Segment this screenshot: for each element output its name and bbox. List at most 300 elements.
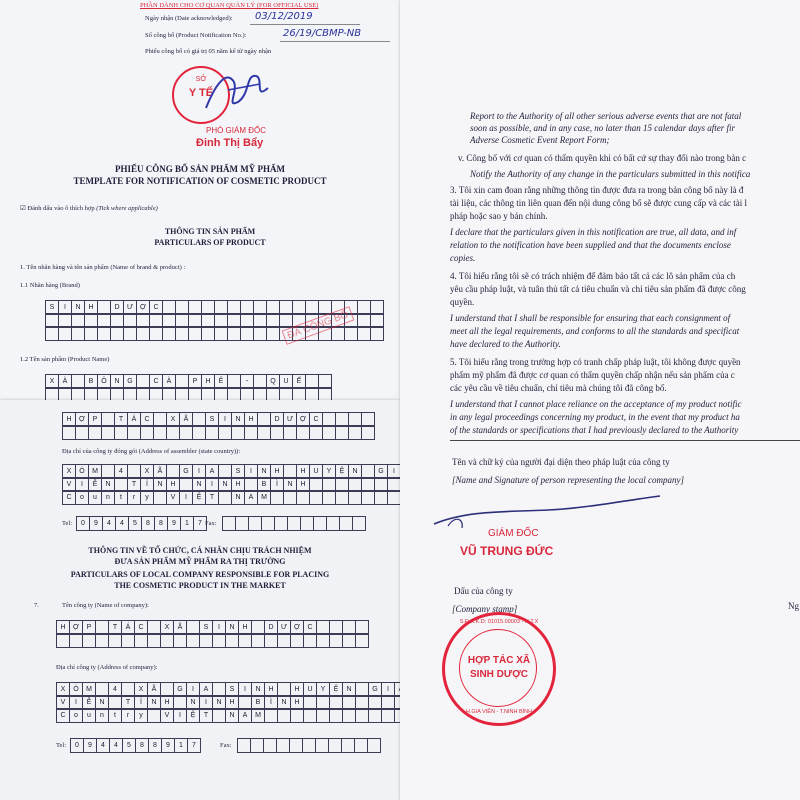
fax-digit-box [354,738,368,753]
field-1-1-label: 1.1 Nhãn hàng (Brand) [20,282,80,289]
fax-digit-box [248,516,262,531]
company-letter-box: Ư [277,620,291,635]
fax-digit-box [339,516,353,531]
tel-digit-box: 1 [174,738,188,753]
section-5-en-1: I understand that I cannot place reliance on the acceptance of my product notific [450,399,742,409]
address-letter-box: G [173,682,187,697]
notification-number-label: Số công bố (Product Notification No.): [145,32,247,39]
address-letter-box: N [218,477,232,492]
tel-digit-box: 8 [148,738,162,753]
report-line-3: Adverse Cosmetic Event Report Form; [470,135,610,145]
fax-digit-box [328,738,342,753]
product-letter-box: Ô [97,374,111,389]
address-letter-box: B [257,477,271,492]
address-letter-box: N [348,464,362,479]
company-letter-box: S [199,620,213,635]
letter-box [331,326,345,341]
local-company-en-1: PARTICULARS OF LOCAL COMPANY RESPONSIBLE FOR PLACING [70,570,330,579]
section-3-en-3: copies. [450,253,476,263]
address-letter-box [348,490,362,505]
address-letter-box: I [173,708,187,723]
official-signature [198,68,278,116]
assembler-letter-box: C [140,412,154,427]
fax-digit-box [235,516,249,531]
address-letter-box: n [95,708,109,723]
tel-digit-box: 0 [76,516,90,531]
address-letter-box [147,708,161,723]
declaration-page [400,0,800,800]
fax-digit-box [276,738,290,753]
company-stamp-ring-bottom: H.GIA VIỄN - T.NINH BÌNH [465,709,533,715]
letter-box [355,633,369,648]
address-letter-box: Ệ [335,464,349,479]
tel-digit-box: 5 [128,516,142,531]
address-letter-box: H [225,695,239,710]
letter-box [296,425,310,440]
address-letter-box: A [199,682,213,697]
address-letter-box: H [290,682,304,697]
tel-digit-box: 8 [154,516,168,531]
letter-box [244,425,258,440]
company-stamp-text-2: SINH DƯỢC [470,669,528,680]
assembler-letter-box: Ợ [296,412,310,427]
assembler-letter-box: Ã [179,412,193,427]
address-letter-box: N [95,695,109,710]
date-ack-label: Ngày nhận (Date acknowledged): [145,15,233,22]
section-4-vi-2: yêu cầu pháp luật, và tuân thủ tất cả tiêu chuẩn và chỉ tiêu sản phẩm đã được công [450,284,746,294]
address-letter-box: M [257,490,271,505]
address-letter-box: N [225,708,239,723]
letter-box [160,633,174,648]
field-1-label: 1. Tên nhãn hàng và tên sản phẩm (Name of brand & product) : [20,264,186,271]
letter-box [95,633,109,648]
address-letter-box: Ễ [82,695,96,710]
tel-digit-box: 8 [141,516,155,531]
section-4-en-1: I understand that I shall be responsible for ensuring that each consignment of [450,313,731,323]
address-letter-box: I [387,464,401,479]
product-letter-box: C [149,374,163,389]
assembler-letter-box: H [244,412,258,427]
address-letter-box: H [264,682,278,697]
company-letter-box: P [82,620,96,635]
assembler-address-label: Địa chỉ của công ty đóng gói (Address of assembler (state country)): [62,448,241,455]
address-letter-box [322,490,336,505]
address-letter-box [153,490,167,505]
letter-box [114,425,128,440]
fax-digit-box [326,516,340,531]
letter-box [188,326,202,341]
tel-digit-box: 8 [135,738,149,753]
address-letter-box: t [108,708,122,723]
company-stamp-text-1: HỢP TÁC XÃ [467,655,531,666]
company-stamp [442,612,556,726]
address-letter-box: y [134,708,148,723]
address-letter-box [335,490,349,505]
tel-digit-box: 5 [122,738,136,753]
product-letter-box: À [58,374,72,389]
representative-label-en: [Name and Signature of person representing the local company] [452,475,684,485]
address-letter-box [212,708,226,723]
letter-box [231,425,245,440]
field-1-2-label: 1.2 Tên sản phẩm (Product Name) [20,356,110,363]
fax-digit-box [222,516,236,531]
tel-digit-box: 4 [102,516,116,531]
address-letter-box: Ã [147,682,161,697]
section-4-vi-3: quyền. [450,297,475,307]
address-letter-box: X [140,464,154,479]
company-letter-box: H [56,620,70,635]
company-stamp-label-vi: Dấu của công ty [454,586,513,596]
tel-digit-box: 9 [83,738,97,753]
company-letter-box: X [160,620,174,635]
company-letter-box: Ã [173,620,187,635]
address-letter-box [316,708,330,723]
address-letter-box: Ì [270,477,284,492]
company-fax-label: Fax: [220,742,232,749]
address-letter-box: V [56,695,70,710]
company-letter-box: I [212,620,226,635]
letter-box [348,425,362,440]
form-title-vi: PHIẾU CÔNG BỐ SẢN PHẨM MỸ PHẨM [115,164,285,174]
address-letter-box [270,490,284,505]
address-letter-box: Ệ [186,708,200,723]
address-letter-box: N [212,695,226,710]
fax-digit-box [263,738,277,753]
particulars-en: PARTICULARS OF PRODUCT [154,238,266,247]
address-letter-box: X [62,464,76,479]
product-letter-box: G [123,374,137,389]
section-4-vi-1: 4. Tôi hiểu rằng tôi sẽ có trách nhiệm để đảm bảo tất cả các lô sản phẩm của ch [450,271,736,281]
fax-digit-box [237,738,251,753]
product-letter-box: U [279,374,293,389]
tel-grid [76,516,206,531]
letter-box [56,633,70,648]
fax-digit-box [274,516,288,531]
address-letter-box: N [257,464,271,479]
company-letter-box: N [225,620,239,635]
letter-box [45,326,59,341]
address-letter-box [368,708,382,723]
section-3-vi-2: tài liệu, các thông tin liên quan đến nội dung công bố sẽ được cung cấp và các tài l [450,198,748,208]
company-letter-box: C [134,620,148,635]
address-letter-box: I [192,464,206,479]
cut-off-text: Ng [788,601,799,611]
address-letter-box: Ì [264,695,278,710]
tel-digit-box: 4 [115,516,129,531]
assembler-letter-box: H [62,412,76,427]
product-letter-box: H [201,374,215,389]
company-letter-box: Á [121,620,135,635]
company-stamp-label-en: [Company stamp] [452,604,518,614]
report-line-1: Report to the Authority of all other serious adverse events that are not fatal [470,111,742,121]
assembler-letter-box: X [166,412,180,427]
fax-grid [222,516,365,531]
letter-box [69,633,83,648]
address-letter-box [355,708,369,723]
address-letter-box: r [127,490,141,505]
product-letter-box: P [188,374,202,389]
address-letter-box: 4 [108,682,122,697]
fax-digit-box [352,516,366,531]
address-letter-box: H [296,477,310,492]
letter-box [344,326,358,341]
letter-box [147,633,161,648]
address-letter-box: I [244,464,258,479]
letter-box [97,326,111,341]
fax-digit-box [250,738,264,753]
letter-box [238,633,252,648]
letter-box [108,633,122,648]
section-5-vi-2: phẩm mỹ phẩm đã được cơ quan có thẩm quyền chấp nhận nếu sản phẩm của c [450,370,735,380]
tel-digit-box: 9 [161,738,175,753]
letter-box [140,425,154,440]
letter-box [121,633,135,648]
fax-digit-box [367,738,381,753]
address-letter-box: T [121,695,135,710]
address-letter-box: I [381,682,395,697]
local-company-en-2: THE COSMETIC PRODUCT IN THE MARKET [114,581,286,590]
company-letter-box: Ợ [290,620,304,635]
address-letter-box [277,708,291,723]
representative-label-vi: Tên và chữ ký của người đại diện theo pháp luật của công ty [452,457,670,467]
address-letter-box [303,708,317,723]
address-letter-box [387,490,401,505]
address-letter-box: T [199,708,213,723]
company-letter-box: T [108,620,122,635]
address-letter-box: o [69,708,83,723]
tel-digit-box: 1 [180,516,194,531]
address-letter-box [381,708,395,723]
address-letter-box [290,708,304,723]
address-letter-box: I [205,477,219,492]
address-letter-box: Ỉ [134,695,148,710]
address-letter-box: Ó [69,682,83,697]
section-3-en-2: relation to the notification have been supplied and that the documents enclose [450,240,731,250]
address-letter-box: A [238,708,252,723]
address-letter-box: u [88,490,102,505]
report-line-2: soon as possible, and in any case, no later than 15 calendar days after fir [470,123,735,133]
letter-box [192,425,206,440]
address-letter-box: N [251,682,265,697]
director-title: GIÁM ĐỐC [488,528,539,539]
address-letter-box: V [166,490,180,505]
address-letter-box [296,490,310,505]
address-letter-box: Ệ [329,682,343,697]
letter-box [283,425,297,440]
section-5-vi-1: 5. Tôi hiểu rằng trong trường hợp có tranh chấp pháp luật, tôi không được quyền [450,357,741,367]
brand-letter-box: C [149,300,163,315]
brand-letter-box: Ư [123,300,137,315]
address-letter-box: 4 [114,464,128,479]
section-3-vi-1: 3. Tôi xin cam đoan rằng những thông tin được đưa ra trong bản công bố này là đ [450,185,744,195]
address-letter-box: S [231,464,245,479]
address-row [56,708,407,723]
company-name-grid-row-2 [56,633,368,648]
assembler-name-grid-row-2 [62,425,374,440]
address-letter-box: V [62,477,76,492]
brand-letter-box: I [58,300,72,315]
company-letter-box: H [238,620,252,635]
side-stamp: ĐÃ CÔNG BỐ [282,306,355,345]
letter-box [162,326,176,341]
tel-digit-box: 9 [167,516,181,531]
address-letter-box: n [101,490,115,505]
address-letter-box: X [56,682,70,697]
letter-box [329,633,343,648]
letter-box [136,326,150,341]
address-row [62,490,413,505]
letter-box [127,425,141,440]
letter-box [264,633,278,648]
tel-digit-box: 4 [96,738,110,753]
address-letter-box: H [290,695,304,710]
letter-box [205,425,219,440]
fax-digit-box [315,738,329,753]
letter-box [101,425,115,440]
brand-letter-box: N [71,300,85,315]
fax-digit-box [289,738,303,753]
address-letter-box: C [62,490,76,505]
form-title-en: TEMPLATE FOR NOTIFICATION OF COSMETIC PRODUCT [73,176,327,186]
letter-box [277,633,291,648]
address-letter-box: A [244,490,258,505]
assembler-letter-box: Ư [283,412,297,427]
deputy-director-title: PHÓ GIÁM ĐỐC [206,126,267,135]
address-letter-box: B [251,695,265,710]
product-letter-box: X [45,374,59,389]
address-letter-box [309,490,323,505]
address-letter-box: N [192,477,206,492]
company-letter-box: C [303,620,317,635]
address-letter-box: Y [316,682,330,697]
address-letter-box: Ã [153,464,167,479]
fax-digit-box [341,738,355,753]
assembler-letter-box: T [114,412,128,427]
validity-note: Phiếu công bố có giá trị 05 năm kể từ ngày nhận [145,48,272,55]
address-letter-box: M [251,708,265,723]
field-7-number: 7. [34,602,39,609]
fax-digit-box [313,516,327,531]
tel-digit-box: 7 [187,738,201,753]
letter-box [240,326,254,341]
letter-box [179,425,193,440]
address-letter-box [218,490,232,505]
letter-box [303,633,317,648]
tel-digit-box: 7 [193,516,207,531]
letter-box [251,633,265,648]
local-company-vi-2: ĐƯA SẢN PHẨM MỸ PHẨM RA THỊ TRƯỜNG [114,557,286,566]
address-letter-box: u [82,708,96,723]
fax-label: Fax: [205,520,217,527]
company-tel-grid [70,738,200,753]
letter-box [214,326,228,341]
letter-box [75,425,89,440]
address-letter-box: M [88,464,102,479]
address-letter-box: U [303,682,317,697]
form-page-1 [0,0,400,400]
local-company-vi-1: THÔNG TIN VỀ TỔ CHỨC, CÁ NHÂN CHỊU TRÁCH NHIỆM [88,546,312,555]
address-letter-box: H [166,477,180,492]
address-letter-box: I [75,477,89,492]
letter-box [175,326,189,341]
address-letter-box: H [270,464,284,479]
field-7-label: Tên công ty (Name of company): [62,602,149,609]
address-letter-box [361,490,375,505]
tel-digit-box: 0 [70,738,84,753]
section-5-en-3: of the standards or specifications that I had previously declared to the Authority [450,425,739,435]
product-letter-box: Ế [292,374,306,389]
date-ack-value: 03/12/2019 [255,11,313,22]
address-letter-box: o [75,490,89,505]
company-stamp-ring-top: S.Đ.K.K.D: 01015.00003 - H.T.X [459,619,539,625]
letter-box [134,633,148,648]
address-letter-box: Ó [75,464,89,479]
letter-box [173,633,187,648]
letter-box [149,326,163,341]
letter-box [58,326,72,341]
fax-digit-box [300,516,314,531]
letter-box [212,633,226,648]
address-letter-box: H [296,464,310,479]
letter-box [84,326,98,341]
address-letter-box: S [225,682,239,697]
assembler-letter-box: Á [127,412,141,427]
letter-box [370,326,384,341]
official-use-header: PHẦN DÀNH CHO CƠ QUAN QUẢN LÝ (FOR OFFICIAL USE) [140,2,319,9]
brand-letter-box: H [84,300,98,315]
letter-box [316,633,330,648]
address-letter-box: Y [322,464,336,479]
department-stamp: SỞ Y TẾ [172,66,230,124]
notification-number-value: 26/19/CBMP-NB [283,28,362,39]
deputy-director-name: Đinh Thị Bẩy [196,137,264,149]
address-letter-box [329,708,343,723]
address-letter-box: G [368,682,382,697]
section-3-vi-3: pháp hoặc sao y bản chính. [450,211,548,221]
product-letter-box: - [240,374,254,389]
address-letter-box: C [56,708,70,723]
address-letter-box: r [121,708,135,723]
fax-digit-box [302,738,316,753]
company-letter-box: Ợ [69,620,83,635]
product-letter-box: À [162,374,176,389]
letter-box [62,425,76,440]
letter-box [257,425,271,440]
brand-letter-box: Ợ [136,300,150,315]
letter-box [153,425,167,440]
address-letter-box: H [231,477,245,492]
item-v-vi: v. Công bố với cơ quan có thẩm quyền khi có bất cứ sự thay đổi nào trong bản c [458,153,747,163]
tick-note: ☑ Đánh dấu vào ô thích hợp (Tick where applicable) [20,205,158,212]
address-letter-box: V [160,708,174,723]
assembler-letter-box: D [270,412,284,427]
address-letter-box [342,708,356,723]
letter-box [82,633,96,648]
tel-label: Tel: [62,520,73,527]
address-letter-box: X [134,682,148,697]
letter-box [166,425,180,440]
brand-letter-box: S [45,300,59,315]
address-letter-box: Ỉ [140,477,154,492]
address-letter-box: I [179,490,193,505]
address-letter-box: N [283,477,297,492]
letter-box [110,326,124,341]
address-letter-box: I [199,695,213,710]
particulars-vi: THÔNG TIN SẢN PHẨM [164,227,256,236]
address-letter-box: I [186,682,200,697]
product-letter-box: N [110,374,124,389]
address-letter-box [374,490,388,505]
